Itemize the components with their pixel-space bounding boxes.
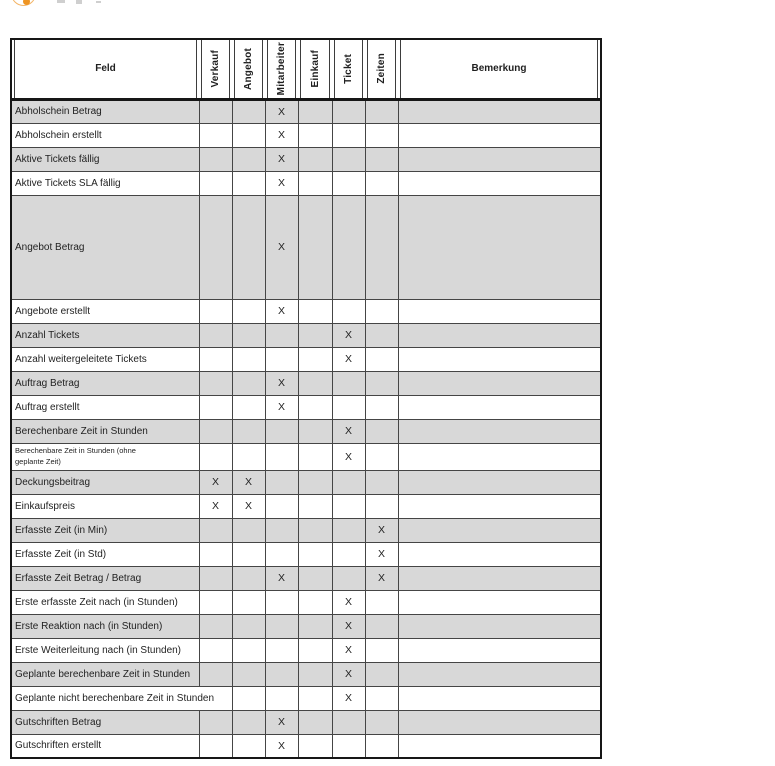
mark-cell-einkauf (298, 371, 332, 395)
mark-cell-ticket (332, 395, 365, 419)
field-name-cell: Anzahl weitergeleitete Tickets (11, 347, 199, 371)
mark-cell-einkauf (298, 147, 332, 171)
cropped-text-remnant (76, 0, 82, 4)
mark-cell-einkauf (298, 686, 332, 710)
mark-cell-zeiten (365, 419, 398, 443)
table-row (11, 123, 601, 147)
mark-cell-mitarbeiter (265, 662, 298, 686)
mark-cell-einkauf (298, 662, 332, 686)
column-header-label: Einkauf (309, 49, 321, 88)
mark-cell-verkauf (199, 99, 232, 123)
remark-cell (398, 195, 601, 299)
column-header-label: Feld (95, 63, 116, 75)
remark-cell (398, 686, 601, 710)
mark-cell-verkauf (199, 299, 232, 323)
remark-cell (398, 371, 601, 395)
mark-cell-verkauf (199, 638, 232, 662)
mark-cell-einkauf (298, 323, 332, 347)
field-name-cell: Erste erfasste Zeit nach (in Stunden) (11, 590, 199, 614)
mark-cell-ticket (332, 542, 365, 566)
mark-cell-ticket: X (332, 638, 365, 662)
mark-cell-mitarbeiter: X (265, 710, 298, 734)
column-header-label: Verkauf (210, 49, 221, 88)
remark-cell (398, 638, 601, 662)
mark-cell-zeiten (365, 299, 398, 323)
table-row (11, 99, 601, 123)
mark-cell-angebot (232, 299, 265, 323)
mark-cell-verkauf (199, 123, 232, 147)
header-row (11, 39, 601, 99)
table-row (11, 590, 601, 614)
mark-cell-angebot: X (232, 470, 265, 494)
mark-cell-einkauf (298, 395, 332, 419)
mark-cell-zeiten (365, 443, 398, 470)
table-row (11, 443, 601, 470)
field-name-cell: Erste Reaktion nach (in Stunden) (11, 614, 199, 638)
mark-cell-zeiten (365, 638, 398, 662)
table-row (11, 662, 601, 686)
table-row (11, 470, 601, 494)
mark-cell-zeiten (365, 395, 398, 419)
table-header (11, 39, 601, 99)
mark-cell-angebot (232, 638, 265, 662)
mark-cell-mitarbeiter: X (265, 566, 298, 590)
mark-cell-mitarbeiter: X (265, 734, 298, 758)
mark-cell-mitarbeiter (265, 470, 298, 494)
mark-cell-angebot (232, 566, 265, 590)
mark-cell-mitarbeiter (265, 590, 298, 614)
field-name-cell: Angebote erstellt (11, 299, 199, 323)
mark-cell-mitarbeiter (265, 323, 298, 347)
remark-cell (398, 395, 601, 419)
mark-cell-zeiten (365, 470, 398, 494)
mark-cell-ticket (332, 470, 365, 494)
field-name-cell: Anzahl Tickets (11, 323, 199, 347)
mark-cell-mitarbeiter (265, 614, 298, 638)
table-body (11, 99, 601, 758)
mark-cell-zeiten (365, 371, 398, 395)
mark-cell-einkauf (298, 566, 332, 590)
mark-cell-ticket (332, 710, 365, 734)
mark-cell-zeiten: X (365, 566, 398, 590)
table-row (11, 323, 601, 347)
mark-cell-verkauf (199, 566, 232, 590)
mark-cell-mitarbeiter: X (265, 171, 298, 195)
mark-cell-mitarbeiter: X (265, 99, 298, 123)
column-header-einkauf (298, 39, 332, 99)
remark-cell (398, 443, 601, 470)
mark-cell-mitarbeiter: X (265, 371, 298, 395)
mark-cell-einkauf (298, 299, 332, 323)
field-name-cell: Deckungsbeitrag (11, 470, 199, 494)
mark-cell-verkauf: X (199, 470, 232, 494)
cropped-text-remnant (96, 1, 101, 3)
mark-cell-ticket: X (332, 662, 365, 686)
table-row (11, 566, 601, 590)
mark-cell-verkauf: X (199, 494, 232, 518)
mark-cell-angebot (232, 518, 265, 542)
mark-cell-ticket (332, 494, 365, 518)
mark-cell-einkauf (298, 542, 332, 566)
mark-cell-ticket: X (332, 347, 365, 371)
mark-cell-angebot (232, 99, 265, 123)
mark-cell-verkauf (199, 195, 232, 299)
column-header-ticket (332, 39, 365, 99)
table-row (11, 395, 601, 419)
column-header-label: Angebot (243, 47, 254, 90)
mark-cell-mitarbeiter (265, 638, 298, 662)
column-header-label: Ticket (343, 53, 354, 84)
mark-cell-mitarbeiter (265, 347, 298, 371)
mark-cell-ticket (332, 147, 365, 171)
mark-cell-angebot (232, 614, 265, 638)
mark-cell-angebot (232, 395, 265, 419)
table-row (11, 686, 601, 710)
mark-cell-mitarbeiter: X (265, 123, 298, 147)
mark-cell-angebot (232, 123, 265, 147)
table-row (11, 542, 601, 566)
mark-cell-einkauf (298, 638, 332, 662)
mark-cell-angebot: X (232, 494, 265, 518)
mark-cell-zeiten (365, 323, 398, 347)
mark-cell-angebot (232, 371, 265, 395)
mark-cell-verkauf (199, 734, 232, 758)
field-name-cell: Gutschriften Betrag (11, 710, 199, 734)
mark-cell-ticket: X (332, 686, 365, 710)
mark-cell-angebot (232, 590, 265, 614)
table-row (11, 638, 601, 662)
mark-cell-ticket: X (332, 419, 365, 443)
mark-cell-ticket (332, 99, 365, 123)
mark-cell-ticket (332, 518, 365, 542)
table-row (11, 518, 601, 542)
column-header-angebot (232, 39, 265, 99)
remark-cell (398, 470, 601, 494)
mark-cell-ticket: X (332, 590, 365, 614)
mark-cell-zeiten (365, 195, 398, 299)
mark-cell-mitarbeiter (265, 419, 298, 443)
field-name-cell: Erste Weiterleitung nach (in Stunden) (11, 638, 199, 662)
mark-cell-zeiten (365, 710, 398, 734)
mark-cell-angebot (232, 686, 265, 710)
column-header-label: Zeiten (376, 53, 387, 85)
mark-cell-einkauf (298, 195, 332, 299)
column-header-verkauf (199, 39, 232, 99)
table-row (11, 171, 601, 195)
mark-cell-verkauf (199, 614, 232, 638)
cropped-logo (0, 0, 120, 14)
mark-cell-ticket (332, 171, 365, 195)
field-name-cell: Geplante nicht berechenbare Zeit in Stunden (11, 686, 232, 710)
mark-cell-ticket (332, 195, 365, 299)
mark-cell-verkauf (199, 371, 232, 395)
field-name-cell: Gutschriften erstellt (11, 734, 199, 758)
table-row (11, 710, 601, 734)
remark-cell (398, 419, 601, 443)
field-permission-table (10, 38, 602, 759)
remark-cell (398, 542, 601, 566)
mark-cell-zeiten (365, 686, 398, 710)
mark-cell-verkauf (199, 147, 232, 171)
mark-cell-ticket: X (332, 323, 365, 347)
mark-cell-angebot (232, 347, 265, 371)
mark-cell-zeiten (365, 99, 398, 123)
table-row (11, 147, 601, 171)
remark-cell (398, 299, 601, 323)
mark-cell-verkauf (199, 395, 232, 419)
mark-cell-angebot (232, 662, 265, 686)
mark-cell-mitarbeiter (265, 494, 298, 518)
column-header-label: Bemerkung (471, 63, 527, 75)
mark-cell-einkauf (298, 494, 332, 518)
mark-cell-verkauf (199, 518, 232, 542)
mark-cell-einkauf (298, 710, 332, 734)
mark-cell-ticket (332, 371, 365, 395)
column-header-mitarbeiter (265, 39, 298, 99)
mark-cell-mitarbeiter: X (265, 395, 298, 419)
field-name-cell: Aktive Tickets SLA fällig (11, 171, 199, 195)
mark-cell-einkauf (298, 171, 332, 195)
mark-cell-einkauf (298, 419, 332, 443)
field-name-cell: Erfasste Zeit Betrag / Betrag (11, 566, 199, 590)
mark-cell-einkauf (298, 123, 332, 147)
mark-cell-angebot (232, 147, 265, 171)
mark-cell-einkauf (298, 99, 332, 123)
table-row (11, 494, 601, 518)
field-name-cell: Angebot Betrag (11, 195, 199, 299)
mark-cell-verkauf (199, 542, 232, 566)
mark-cell-mitarbeiter (265, 686, 298, 710)
mark-cell-mitarbeiter (265, 443, 298, 470)
cropped-text-remnant (57, 0, 65, 3)
mark-cell-ticket (332, 299, 365, 323)
remark-cell (398, 323, 601, 347)
field-name-cell: Berechenbare Zeit in Stunden (11, 419, 199, 443)
remark-cell (398, 710, 601, 734)
table-row (11, 419, 601, 443)
table-row (11, 614, 601, 638)
mark-cell-zeiten (365, 147, 398, 171)
table-row (11, 195, 601, 299)
column-header-label: Mitarbeiter (276, 42, 287, 96)
mark-cell-einkauf (298, 347, 332, 371)
mark-cell-zeiten (365, 494, 398, 518)
mark-cell-verkauf (199, 323, 232, 347)
remark-cell (398, 171, 601, 195)
remark-cell (398, 734, 601, 758)
field-name-cell: Geplante berechenbare Zeit in Stunden (11, 662, 199, 686)
mark-cell-verkauf (199, 347, 232, 371)
mark-cell-zeiten (365, 614, 398, 638)
remark-cell (398, 347, 601, 371)
field-name-cell: Auftrag erstellt (11, 395, 199, 419)
table-row (11, 299, 601, 323)
mark-cell-einkauf (298, 443, 332, 470)
mark-cell-verkauf (199, 171, 232, 195)
column-header-bemerkung (398, 39, 601, 99)
remark-cell (398, 662, 601, 686)
mark-cell-mitarbeiter: X (265, 147, 298, 171)
field-name-cell: Berechenbare Zeit in Stunden (ohne geplante Zeit) (11, 443, 199, 470)
field-name-cell: Auftrag Betrag (11, 371, 199, 395)
mark-cell-zeiten: X (365, 518, 398, 542)
mark-cell-verkauf (199, 443, 232, 470)
mark-cell-mitarbeiter (265, 542, 298, 566)
mark-cell-angebot (232, 323, 265, 347)
field-name-cell: Erfasste Zeit (in Std) (11, 542, 199, 566)
remark-cell (398, 123, 601, 147)
mark-cell-angebot (232, 734, 265, 758)
column-header-zeiten (365, 39, 398, 99)
remark-cell (398, 147, 601, 171)
mark-cell-ticket (332, 123, 365, 147)
mark-cell-ticket: X (332, 443, 365, 470)
mark-cell-einkauf (298, 470, 332, 494)
mark-cell-zeiten (365, 123, 398, 147)
mark-cell-zeiten (365, 662, 398, 686)
mark-cell-verkauf (199, 419, 232, 443)
mark-cell-angebot (232, 710, 265, 734)
mark-cell-zeiten (365, 347, 398, 371)
mark-cell-zeiten: X (365, 542, 398, 566)
mark-cell-verkauf (199, 662, 232, 686)
table-row (11, 371, 601, 395)
mark-cell-angebot (232, 195, 265, 299)
table-row (11, 734, 601, 758)
remark-cell (398, 614, 601, 638)
remark-cell (398, 99, 601, 123)
mark-cell-einkauf (298, 734, 332, 758)
mark-cell-mitarbeiter (265, 518, 298, 542)
remark-cell (398, 590, 601, 614)
mark-cell-einkauf (298, 614, 332, 638)
mark-cell-verkauf (199, 590, 232, 614)
mark-cell-mitarbeiter: X (265, 195, 298, 299)
mark-cell-ticket (332, 566, 365, 590)
mark-cell-ticket (332, 734, 365, 758)
remark-cell (398, 566, 601, 590)
mark-cell-ticket: X (332, 614, 365, 638)
mark-cell-mitarbeiter: X (265, 299, 298, 323)
remark-cell (398, 494, 601, 518)
column-header-feld (11, 39, 199, 99)
mark-cell-angebot (232, 171, 265, 195)
remark-cell (398, 518, 601, 542)
field-permission-table-wrapper (10, 38, 602, 759)
mark-cell-verkauf (199, 710, 232, 734)
mark-cell-angebot (232, 443, 265, 470)
table-row (11, 347, 601, 371)
mark-cell-einkauf (298, 518, 332, 542)
mark-cell-einkauf (298, 590, 332, 614)
mark-cell-angebot (232, 419, 265, 443)
mark-cell-zeiten (365, 734, 398, 758)
field-name-cell: Aktive Tickets fällig (11, 147, 199, 171)
field-name-cell: Erfasste Zeit (in Min) (11, 518, 199, 542)
field-name-cell: Abholschein erstellt (11, 123, 199, 147)
field-name-cell: Einkaufspreis (11, 494, 199, 518)
mark-cell-zeiten (365, 590, 398, 614)
mark-cell-zeiten (365, 171, 398, 195)
mark-cell-angebot (232, 542, 265, 566)
field-name-cell: Abholschein Betrag (11, 99, 199, 123)
